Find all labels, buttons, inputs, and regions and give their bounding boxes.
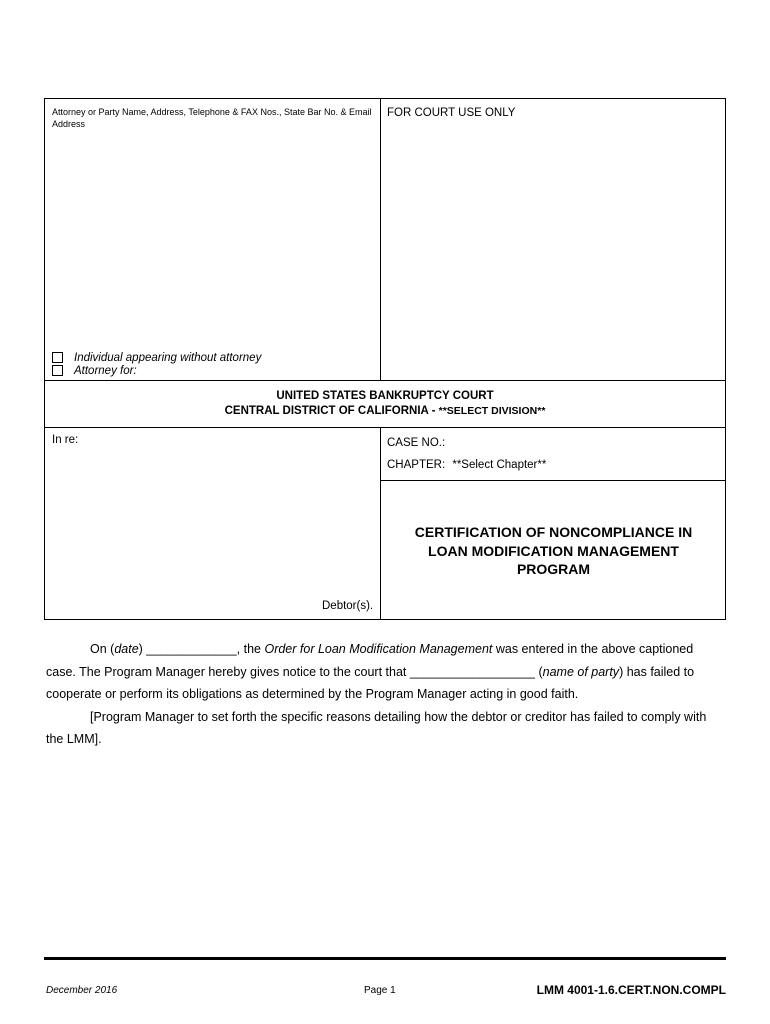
footer-rule	[44, 957, 726, 960]
body-line-5: the LMM].	[46, 732, 102, 746]
body-line-3: cooperate or perform its obligations as determined by the Program Manager acting in good faith.	[46, 687, 579, 701]
chapter-line	[387, 459, 546, 471]
body-after-date-text: ) _____________, the	[138, 642, 265, 656]
division-select[interactable]: **SELECT DIVISION**	[438, 405, 546, 417]
footer-form-code: LMM 4001-1.6.CERT.NON.COMPL	[536, 983, 726, 997]
chapter-bottom-border	[380, 480, 726, 481]
body-party-text: name of party	[542, 664, 620, 679]
court-header-bottom-border	[44, 427, 726, 428]
box-bottom-border	[44, 619, 726, 620]
attorney-for-checkbox[interactable]	[52, 365, 63, 376]
court-header-top-border	[44, 380, 726, 381]
box-top-border	[44, 98, 726, 99]
body-line1-rest: was entered in the above captioned	[492, 642, 694, 656]
court-district-line	[44, 405, 726, 417]
body-line2-start: case. The Program Manager hereby gives notice to the court that __________________ (	[46, 664, 543, 679]
body-order-title: Order for Loan Modification Management	[264, 642, 493, 656]
case-no-label: CASE NO.:	[387, 437, 446, 449]
document-title-line1: CERTIFICATION OF NONCOMPLIANCE IN	[414, 524, 693, 540]
body-line2-rest: ) has failed to	[619, 664, 695, 679]
body-date-text: date	[114, 642, 139, 656]
attorney-for-label: Attorney for:	[74, 365, 137, 377]
body-text	[46, 638, 736, 751]
attorney-info-label: Attorney or Party Name, Address, Telephone & FAX Nos., State Bar No. & Email Address	[52, 107, 372, 129]
chapter-select[interactable]: **Select Chapter**	[452, 459, 547, 471]
without-attorney-checkbox[interactable]	[52, 352, 63, 363]
court-district: CENTRAL DISTRICT OF CALIFORNIA -	[224, 405, 436, 417]
document-title-line3: PROGRAM	[516, 561, 591, 577]
body-line-1	[46, 638, 736, 661]
body-line-2	[46, 661, 736, 684]
document-title-line2: LOAN MODIFICATION MANAGEMENT	[428, 542, 679, 559]
top-vertical-divider	[380, 98, 381, 381]
box-left-border	[44, 98, 45, 620]
court-name: UNITED STATES BANKRUPTCY COURT	[276, 390, 494, 402]
footer-date: December 2016	[46, 985, 118, 996]
body-line-4: [Program Manager to set forth the specific reasons detailing how the debtor or creditor has failed to comply with	[90, 709, 707, 724]
chapter-label: CHAPTER:	[387, 459, 446, 471]
body-on-text: On (	[90, 642, 115, 656]
court-use-label: FOR COURT USE ONLY	[387, 107, 516, 119]
document-title	[381, 523, 726, 579]
debtor-label: Debtor(s).	[322, 600, 374, 612]
footer-page: Page 1	[364, 985, 396, 996]
in-re-label: In re:	[52, 434, 79, 446]
without-attorney-label: Individual appearing without attorney	[74, 352, 262, 364]
